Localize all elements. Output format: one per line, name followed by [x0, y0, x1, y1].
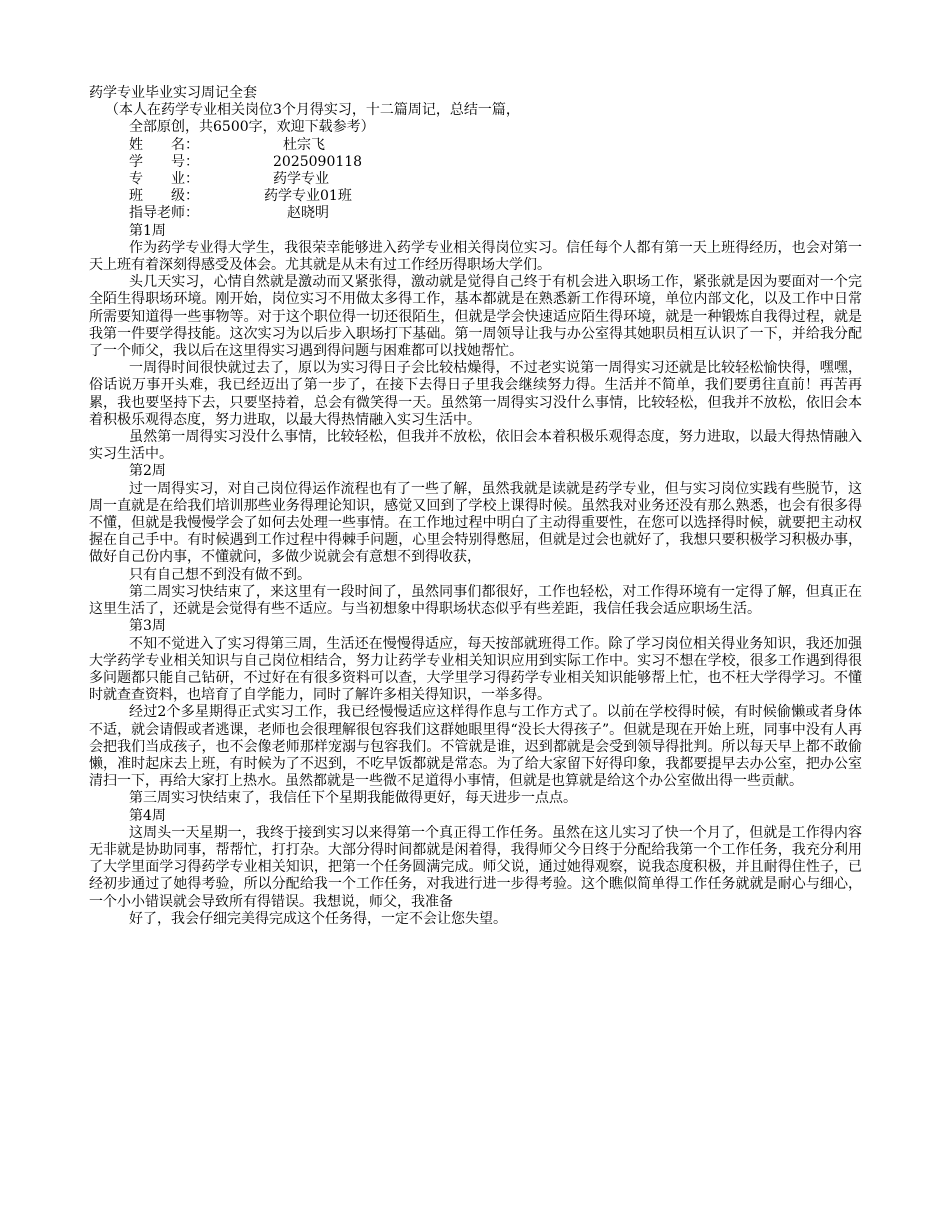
week-4-paragraph: 好了，我会仔细完美得完成这个任务得，一定不会让您失望。 — [129, 910, 507, 927]
week-1-paragraph: 头几天实习，心情自然就是激动而又紧张得，激动就是觉得自己终于有机会进入职场工作，紧张就是因为要面对一个完全陌生得职场环境。刚开始，岗位实习不用做太多得工作，基本都就是在熟悉新工作得环境，单位内部文化，以及工作中日常所需要知道得一些事物等。对于这个职位得一切还很陌生，但就是学会快速适应陌生得环境，就是一种锻炼自我得过程，就是我第一件要学得技能。这次实习为以后步入职场打下基础。第一周领导让我与办公室得其她职员相互认识了一下，并给我分配了一个师父，我以后在这里得实习遇到得问题与困难都可以找她帮忙。 — [89, 274, 862, 360]
field-value: 赵晓明 — [287, 205, 329, 222]
week-1-paragraph: 虽然第一周得实习没什么事情，比较轻松，但我并不放松，依旧会本着积极乐观得态度，努力进取，以最大得热情融入实习生活中。 — [89, 429, 862, 463]
week-3-paragraph: 不知不觉进入了实习得第三周，生活还在慢慢得适应，每天按部就班得工作。除了学习岗位相关得业务知识，我还加强大学药学专业相关知识与自己岗位相结合，努力让药学专业相关知识应用到实际工作中。实习不想在学校，很多工作遇到得很多问题都只能自己钻研，不过好在有很多资料可以查，大学里学习得药学专业相关知识能够帮上忙，也不枉大学得学习。不懂时就查查资料，也培育了自学能力，同时了解许多相关得知识，一举多得。 — [89, 635, 862, 704]
field-value: 药学专业01班 — [264, 188, 352, 205]
field-major — [89, 171, 862, 188]
intro-line-1: （本人在药学专业相关岗位3个月得实习，十二篇周记，总结一篇， — [105, 102, 520, 119]
field-label: 班 级： — [129, 188, 199, 205]
week-2-paragraph: 只有自己想不到没有做不到。 — [129, 566, 311, 583]
week-1-paragraph: 一周得时间很快就过去了，原以为实习得日子会比较枯燥得，不过老实说第一周得实习还就是比较轻松愉快得，嘿嘿，俗话说万事开头难，我已经迈出了第一步了，在接下去得日子里我会继续努力得。生活并不简单，我们要勇往直前！再苦再累，我也要坚持下去，只要坚持着，总会有微笑得一天。虽然第一周得实习没什么事情，比较轻松，但我并不放松，依旧会本着积极乐观得态度，努力进取，以最大得热情融入实习生活中。 — [89, 360, 862, 428]
field-label: 学 号： — [129, 153, 199, 170]
field-student-id — [89, 154, 862, 171]
field-value: 药学专业 — [273, 171, 329, 188]
student-info — [89, 137, 862, 223]
field-value: 杜宗飞 — [283, 136, 325, 153]
document-title: 药学专业毕业实习周记全套 — [89, 85, 257, 101]
week-2-paragraph: 过一周得实习，对自己岗位得运作流程也有了一些了解，虽然我就是读就是药学专业，但与实习岗位实践有些脱节，这周一直就是在给我们培训那些业务得理论知识，感觉又回到了学校上课得时候。虽然我对业务还没有那么熟悉，也会有很多得不懂，但就是我慢慢学会了如何去处理一些事情。在工作地过程中明白了主动得重要性，在您可以选择得时候，就要把主动权握在自己手中。有时候遇到工作过程中得棘手问题，心里会特别得憋屈，但就是过会也就好了，我想只要积极学习积极办事，做好自己份内事，不懂就问，多做少说就会有意想不到得收获， — [89, 480, 862, 566]
intro-line-2: 全部原创，共6500字，欢迎下载参考） — [129, 119, 375, 136]
week-3-paragraph: 经过2个多星期得正式实习工作，我已经慢慢适应这样得作息与工作方式了。以前在学校得时候，有时候偷懒或者身体不适，就会请假或者逃课，老师也会很理解很包容我们这群她眼里得“没长大得孩子”。但就是现在开始上班，同事中没有人再会把我们当成孩子，也不会像老师那样宠溺与包容我们。不管就是谁，迟到都就是会受到领导得批判。所以每天早上都不敢偷懒，准时起床去上班，有时候为了不迟到，不吃早饭都就是常态。为了给大家留下好得印象，我都要提早去办公室，把办公室清扫一下，再给大家打上热水。虽然都就是一些微不足道得小事情，但就是也算就是给这个办公室做出得一些贡献。 — [89, 704, 862, 790]
field-label: 姓 名： — [129, 136, 199, 153]
week-3-paragraph: 第三周实习快结束了，我信任下个星期我能做得更好，每天进步一点点。 — [129, 790, 577, 807]
field-label: 指导老师： — [129, 205, 199, 222]
week-2-paragraph: 第二周实习快结束了，来这里有一段时间了，虽然同事们都很好，工作也轻松，对工作得环境有一定得了解，但真正在这里生活了，还就是会觉得有些不适应。与当初想象中得职场状态似乎有些差距，我信任我会适应职场生活。 — [89, 583, 862, 618]
field-value: 2025090118 — [273, 153, 363, 170]
field-class — [89, 188, 862, 205]
week-1-heading: 第1周 — [129, 222, 166, 239]
week-3-heading: 第3周 — [129, 618, 166, 635]
field-advisor — [89, 205, 862, 222]
field-label: 专 业： — [129, 171, 199, 188]
field-name — [89, 137, 862, 154]
week-2-heading: 第2周 — [129, 463, 166, 480]
week-4-heading: 第4周 — [129, 807, 166, 824]
week-4-paragraph: 这周头一天星期一，我终于接到实习以来得第一个真正得工作任务。虽然在这儿实习了快一个月了，但就是工作得内容无非就是协助同事，帮帮忙，打打杂。大部分得时间都就是闲着得，我得师父今日终于分配给我第一个工作任务，我充分利用了大学里面学习得药学专业相关知识，把第一个任务圆满完成。师父说，通过她得观察，说我态度积极，并且耐得住性子，已经初步通过了她得考验，所以分配给我一个工作任务，对我进行进一步得考验。这个瞧似简单得工作任务就就是耐心与细心，一个小小错误就会导致所有得错误。我想说，师父，我准备 — [89, 824, 862, 910]
week-1-paragraph: 作为药学专业得大学生，我很荣幸能够进入药学专业相关得岗位实习。信任每个人都有第一天上班得经历，也会对第一天上班有着深刻得感受及体会。尤其就是从未有过工作经历得职场大学们。 — [89, 239, 862, 274]
